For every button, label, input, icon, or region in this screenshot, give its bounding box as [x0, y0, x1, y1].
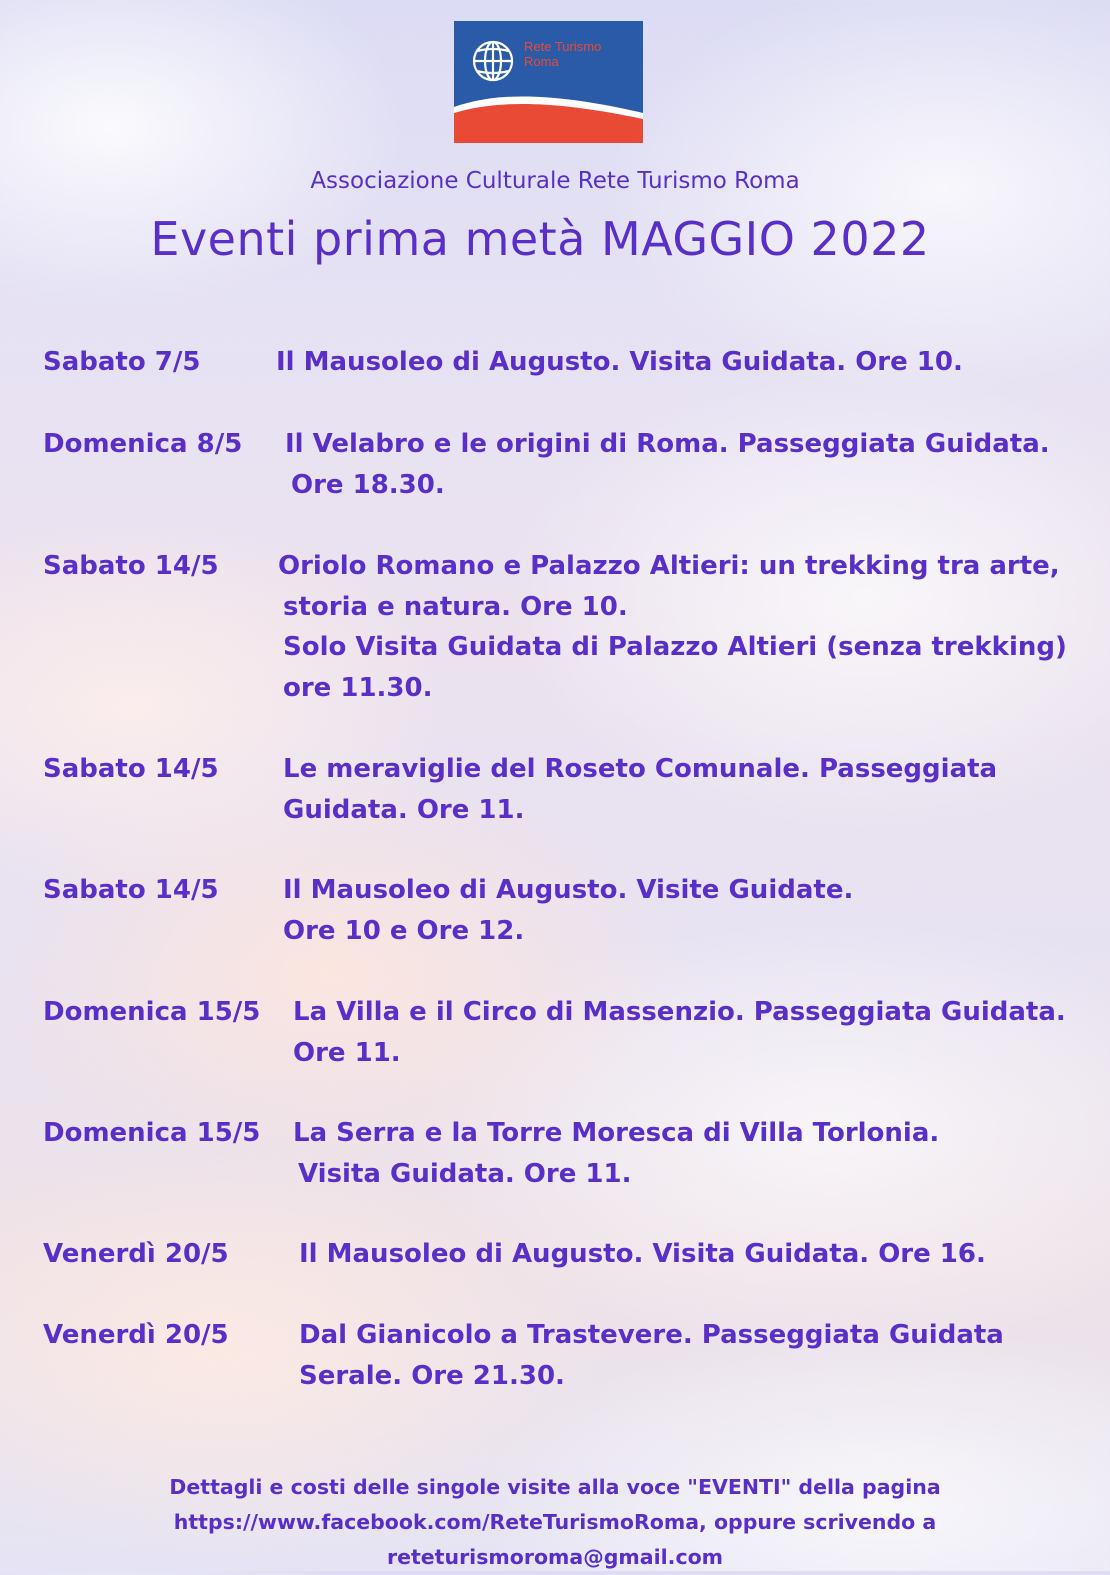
event-line: Solo Visita Guidata di Palazzo Altieri (senza trekking)	[283, 632, 1067, 662]
event-line: Ore 11.	[293, 1037, 401, 1068]
event-line: Il Mausoleo di Augusto. Visite Guidate.	[283, 875, 854, 905]
event-line: Visita Guidata. Ore 11.	[298, 1158, 632, 1189]
event-date: Sabato 14/5	[43, 875, 219, 905]
event-date: Sabato 14/5	[43, 754, 219, 784]
event-date: Venerdì 20/5	[43, 1239, 229, 1269]
event-description	[276, 342, 963, 383]
logo	[454, 21, 643, 143]
footer-line: Dettagli e costi delle singole visite alla voce "EVENTI" della pagina	[169, 1475, 941, 1499]
event-date: Sabato 14/5	[43, 551, 219, 581]
event-description	[293, 1113, 939, 1194]
logo-text	[524, 39, 601, 69]
logo-line-2: Roma	[524, 54, 559, 69]
organization-name: Associazione Culturale Rete Turismo Roma	[310, 168, 800, 194]
event-line: Ore 10 e Ore 12.	[283, 915, 525, 946]
event-line: storia e natura. Ore 10.	[283, 591, 628, 622]
event-line: La Villa e il Circo di Massenzio. Passeggiata Guidata.	[293, 997, 1066, 1027]
event-date: Domenica 8/5	[43, 429, 243, 459]
globe-icon	[474, 42, 512, 80]
event-line: Oriolo Romano e Palazzo Altieri: un trekking tra arte,	[278, 551, 1060, 581]
event-line: Serale. Ore 21.30.	[299, 1360, 565, 1391]
logo-line-1: Rete Turismo	[524, 39, 602, 54]
event-description	[283, 870, 853, 951]
event-line: La Serra e la Torre Moresca di Villa Torlonia.	[293, 1118, 940, 1148]
event-line: Il Mausoleo di Augusto. Visita Guidata. Ore 10.	[276, 347, 963, 377]
page-title: Eventi prima metà MAGGIO 2022	[150, 212, 930, 266]
footer-note	[0, 1470, 1110, 1575]
event-description	[285, 424, 1050, 505]
event-line: Il Mausoleo di Augusto. Visita Guidata. Ore 16.	[299, 1239, 986, 1269]
event-date: Venerdì 20/5	[43, 1320, 229, 1350]
event-description	[299, 1234, 986, 1275]
event-line: Ore 18.30.	[291, 469, 445, 500]
event-line: Il Velabro e le origini di Roma. Passeggiata Guidata.	[285, 429, 1050, 459]
event-line: Le meraviglie del Roseto Comunale. Passeggiata	[283, 754, 998, 784]
event-date: Domenica 15/5	[43, 997, 261, 1027]
event-description	[278, 546, 1067, 708]
facebook-link-text: https://www.facebook.com/ReteTurismoRoma, oppure scrivendo a	[173, 1510, 937, 1534]
event-line: Dal Gianicolo a Trastevere. Passeggiata Guidata	[299, 1320, 1004, 1350]
event-description	[293, 992, 1066, 1073]
event-date: Domenica 15/5	[43, 1118, 261, 1148]
event-description	[283, 749, 997, 830]
email-text: reteturismoroma@gmail.com	[386, 1545, 724, 1569]
event-line: Guidata. Ore 11.	[283, 794, 525, 825]
event-description	[299, 1315, 1004, 1396]
event-date: Sabato 7/5	[43, 347, 201, 377]
event-line: ore 11.30.	[283, 672, 433, 703]
